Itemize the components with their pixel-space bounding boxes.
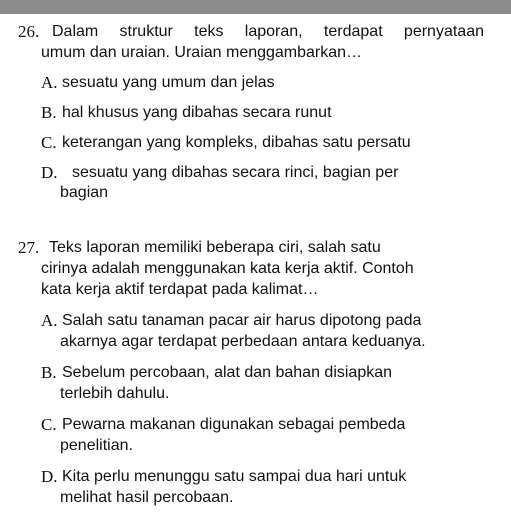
question-stem-line-2: umum dan uraian. Uraian menggambarkan… bbox=[41, 44, 363, 61]
option-letter: D. bbox=[41, 467, 58, 486]
question-stem-line-1: Teks laporan memiliki beberapa ciri, salah satu bbox=[49, 239, 381, 256]
option-letter: B. bbox=[41, 103, 57, 122]
option-text-line-2: terlebih dahulu. bbox=[60, 385, 170, 402]
option-text-line-2: penelitian. bbox=[60, 437, 133, 454]
option-text: sesuatu yang umum dan jelas bbox=[62, 74, 275, 91]
option-text-line-1: Kita perlu menunggu satu sampai dua hari untuk bbox=[62, 468, 407, 485]
option-text-line-2: akarnya agar terdapat perbedaan antara keduanya. bbox=[60, 333, 426, 350]
option-letter: C. bbox=[41, 133, 57, 152]
option-letter: B. bbox=[41, 363, 57, 382]
option-text-line-1: Salah satu tanaman pacar air harus dipotong pada bbox=[62, 312, 422, 329]
top-bar bbox=[0, 0, 511, 14]
option-text: keterangan yang kompleks, dibahas satu persatu bbox=[62, 134, 411, 151]
option-letter: D. bbox=[41, 163, 58, 182]
option-text-line-1: Sebelum percobaan, alat dan bahan disiapkan bbox=[62, 364, 393, 381]
question-number: 27. bbox=[18, 238, 40, 257]
option-text-line-1: sesuatu yang dibahas secara rinci, bagian per bbox=[72, 164, 399, 181]
option-text-line-1: Pewarna makanan digunakan sebagai pembeda bbox=[62, 416, 406, 433]
question-stem-line-1 bbox=[52, 22, 484, 42]
question-stem-line-2: cirinya adalah menggunakan kata kerja aktif. Contoh bbox=[41, 260, 414, 277]
option-letter: A. bbox=[41, 311, 58, 330]
justified-line bbox=[52, 22, 484, 42]
option-text-line-2: bagian bbox=[60, 184, 109, 201]
option-letter: A. bbox=[41, 73, 58, 92]
question-number: 26. bbox=[18, 22, 40, 41]
stem-text: Dalam struktur teks laporan, terdapat pernyataan bbox=[52, 23, 484, 40]
option-text-line-2: melihat hasil percobaan. bbox=[60, 489, 234, 506]
option-letter: C. bbox=[41, 415, 57, 434]
question-stem-line-3: kata kerja aktif terdapat pada kalimat… bbox=[41, 281, 319, 298]
option-text: hal khusus yang dibahas secara runut bbox=[62, 104, 332, 121]
